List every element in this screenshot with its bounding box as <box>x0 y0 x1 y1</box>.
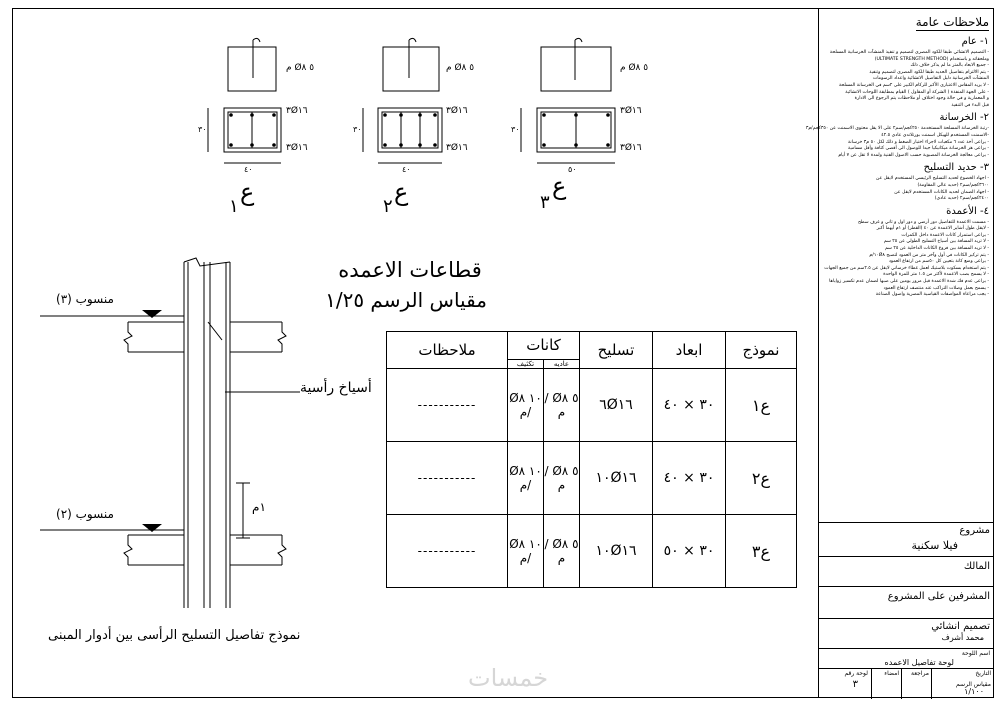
c1-top-bars: ٣Ø١٦ <box>286 106 308 116</box>
header-reinforcement: تسليح <box>580 332 653 369</box>
row-rebar: ١٠Ø١٦ <box>580 515 653 588</box>
note-line: ٢٤٠٠كجم/سم٢ (حديد عادي) <box>934 196 989 202</box>
note-line: - جميع الابعاد بالمتر ما لم يذكر خلاف ذلك <box>910 63 989 69</box>
row-rebar: ٦Ø١٦ <box>580 369 653 442</box>
supervisors-label: المشرفين على المشروع <box>887 591 990 602</box>
note-line: - يتم تركيز الكانات في أول وآخر متر من العمود لتصبح ١٠Ø٨/م <box>869 252 989 258</box>
notes-steel-heading: ٣- حديد التسليح <box>923 162 989 174</box>
row-notes: ----------- <box>387 442 508 515</box>
level-3-label: منسوب (٣) <box>56 292 114 306</box>
sections-title: قطاعات الاعمده <box>338 258 482 282</box>
project-value: فيلا سكنية <box>911 539 958 552</box>
note-line: - التصميم الانشائي طبقا للكود المصري لتصميم و تنفيذ المنشآت الخرسانية المسلحة <box>829 50 989 55</box>
sheet-name-label: اسم اللوحة <box>961 650 990 657</box>
row-model: ع٣ <box>726 515 797 588</box>
notes-columns-heading: ٤- الأعمدة <box>946 205 989 217</box>
note-line: و المعمارية و في حالة وجود اختلاف أو ملاحظات يتم الرجوع الى الادارة <box>854 96 989 102</box>
c2-depth-dim: ٣٠ <box>353 125 362 134</box>
column-schedule-table <box>386 331 797 588</box>
c3-depth-dim: ٣٠ <box>511 125 520 134</box>
c1-number: ١ <box>229 196 239 217</box>
note-line: - اجهاد الخضوع لحديد التسليح الرئيسي المستخدم لايقل عن <box>875 176 989 182</box>
signature-label: امضاء <box>884 670 899 677</box>
note-line: - يجب مراعاة المواصفات القياسية المصرية واصول الصناعة <box>875 292 989 298</box>
notes-general-heading: ١- عام <box>961 36 989 47</box>
sheet-no-label: لوحة رقم <box>844 670 868 677</box>
vertical-bars-label: أسياخ رأسية <box>300 380 372 396</box>
row-dims: ٣٠ × ٤٠ <box>653 442 726 515</box>
watermark-logo: خمسات <box>468 664 549 692</box>
c1-bottom-bars: ٣Ø١٦ <box>286 143 308 153</box>
header-stirrups-dense: تكثيف <box>508 359 544 368</box>
note-line: - يراعى عدم فك شدة الاعمدة قبل مرور يومين على صبها لضمان عدم تكسير زواياها <box>829 279 989 285</box>
note-line: - لا يزيد المقاس الاعتباري الأكبر للركام الكبير على ٢سم في الخرسانة المسلحة <box>838 82 989 88</box>
c3-stirrup-label: ٥ Ø٨ م <box>620 63 649 73</box>
sheet-name: لوحة تفاصيل الاعمده <box>884 658 954 667</box>
project-label: مشروع <box>959 525 990 536</box>
note-line: - يراعى استمرار كانات الاعمدة داخل الكمرات <box>901 232 989 238</box>
c2-number: ٢ <box>383 196 393 217</box>
header-notes: ملاحظات <box>387 332 508 369</box>
table-row <box>387 515 797 588</box>
owner-label: المالك <box>963 561 990 572</box>
row-dims: ٣٠ × ٥٠ <box>653 515 726 588</box>
note-line: - يتم الالتزام بتفاصيل الحديد طبقا للكود المصري لتصميم وتنفيذ <box>869 69 989 75</box>
c2-stirrup-label: ٥ Ø٨ م <box>446 63 475 73</box>
c2-bottom-bars: ٣Ø١٦ <box>446 143 468 153</box>
section-c1-drawing <box>208 38 281 163</box>
note-line: - يراعى هز الخرسانة ميكانيكيا جيدا للوصول الى أقصى كثافة وأقل مسامية <box>848 146 989 152</box>
table-row <box>387 369 797 442</box>
header-dims: ابعاد <box>653 332 726 369</box>
note-line: - يتم استخدام بسكوت بلاستيك لعمل غطاء خرساني لايقل عن ٢.٥سم من جميع الجهات <box>824 265 989 271</box>
c1-depth-dim: ٣٠ <box>198 125 207 134</box>
scale-label: مقياس الرسم <box>956 681 991 688</box>
note-line: - على الجهة المنفذة ( الشركة أو المقاول ) القيام بمطابقة اللوحات الانشائية <box>845 89 989 95</box>
note-line: - لا تزيد المسافة بين أسياخ التسليح الطولي عن ٢٥ سم <box>883 239 989 245</box>
row-dims: ٣٠ × ٤٠ <box>653 369 726 442</box>
note-line: ٣٦٠٠كجم/سم٢ (حديد عالي المقاومة) <box>917 182 989 188</box>
c3-top-bars: ٣Ø١٦ <box>620 106 642 116</box>
note-line: - اجهاد الضمان لحديد الكانات المستخدم لايقل عن <box>894 189 989 195</box>
row-stirrup-dense: ١٠ Ø٨ /م <box>508 369 544 442</box>
row-model: ع١ <box>726 369 797 442</box>
c1-stirrup-label: ٥ Ø٨ م <box>286 63 315 73</box>
note-line: - لا يسمح بصب الاعمدة لأكثر من ١.٥ متر للمرة الواحدة <box>883 272 989 278</box>
c2-width-dim: ٤٠ <box>402 165 411 174</box>
designer-name: محمد أشرف <box>941 633 984 642</box>
date-label: التاريخ <box>975 670 991 677</box>
note-line: المنشآت الخرسانية دليل التفاصيل الانشائية واعداد الرسومات <box>872 76 989 82</box>
note-line: -الاسمنت المستخدم للهيكل اسمنت بورتلاندي عادي ٤٢.٥ <box>881 132 989 138</box>
header-model: نموذج <box>726 332 797 369</box>
note-line: - يراعى أخذ عدد ٦ مكعبات لاجراء اختبار الضغط و ذلك لكل ٥٠ م٣ خرسانة <box>847 139 989 145</box>
table-row <box>387 442 797 515</box>
row-notes: ----------- <box>387 515 508 588</box>
note-line: - يسمح بعمل وصلات التراكب عند منتصف ارتفاع العمود <box>883 285 989 291</box>
c2-label: ع <box>394 178 409 206</box>
row-model: ع٢ <box>726 442 797 515</box>
note-line: - لا تزيد المسافة بين فروع الكانات الداخلية عن ٢٥ سم <box>884 246 989 252</box>
title-block <box>818 522 994 698</box>
note-line: قبل البدء في التنفيذ <box>951 102 989 108</box>
sheet-no: ٣ <box>852 679 858 690</box>
note-line: -رتبة الخرسانة المسلحة المستخدمة ٢٥٠كجم/سم٢ على الا يقل محتوى الاسمنت عن ٣٥٠كجم/م٣ <box>805 126 989 132</box>
note-line: وملحقاته و باستخدام (ULTIMATE STRENGTH METHOD) <box>874 56 989 62</box>
level-2-label: منسوب (٢) <box>56 507 114 521</box>
c3-number: ٣ <box>540 192 550 213</box>
row-stirrup-dense: ١٠ Ø٨ /م <box>508 442 544 515</box>
elevation-caption: نموذج تفاصيل التسليح الرأسى بين أدوار المبنى <box>48 628 301 643</box>
row-stirrup-normal: ٥ Ø٨ /م <box>544 515 580 588</box>
row-notes: ----------- <box>387 369 508 442</box>
note-line: - مسمت الاعمدة للتفاصيل دور أرضي و دور اول و ثاني و غرف سطح <box>857 219 989 225</box>
review-label: مراجعة <box>910 670 929 677</box>
row-rebar: ١٠Ø١٦ <box>580 442 653 515</box>
dimension-1m: ١م <box>252 500 266 514</box>
c1-width-dim: ٤٠ <box>244 165 253 174</box>
c3-bottom-bars: ٣Ø١٦ <box>620 143 642 153</box>
row-stirrup-normal: ٥ Ø٨ /م <box>544 442 580 515</box>
header-stirrups-normal: عاديه <box>544 359 580 368</box>
notes-title: ملاحظات عامة <box>915 15 989 29</box>
notes-concrete-heading: ٢- الخرسانة <box>939 112 989 124</box>
sections-scale: مقياس الرسم ١/٢٥ <box>325 288 487 312</box>
c2-top-bars: ٣Ø١٦ <box>446 106 468 116</box>
c3-label: ع <box>552 172 567 200</box>
note-line: - يراعى وضع كانة بتعيين كل ٥٠سم من ارتفاع العمود <box>888 259 989 265</box>
c3-width-dim: ٥٠ <box>568 165 577 174</box>
row-stirrup-dense: ١٠ Ø٨ /م <box>508 515 544 588</box>
section-c3-drawing <box>521 38 615 163</box>
scale-value: ١/١٠٠ <box>964 687 984 696</box>
row-stirrup-normal: ٥ Ø٨ /م <box>544 369 580 442</box>
c1-label: ع <box>240 178 255 206</box>
note-line: - يراعى معالجة الخرسانة المصبوبة حسب الاصول الفنية ولمدة لا تقل عن ٧ أيام <box>838 152 989 158</box>
header-stirrups: كانات <box>508 332 580 360</box>
general-notes-panel <box>805 8 994 522</box>
design-label: تصميم انشائي <box>931 621 990 632</box>
note-line: - لايقل طول أشاير الاعمدة عن ٤٠ (القطر) أو ١م أيهما أكبر <box>876 226 989 232</box>
